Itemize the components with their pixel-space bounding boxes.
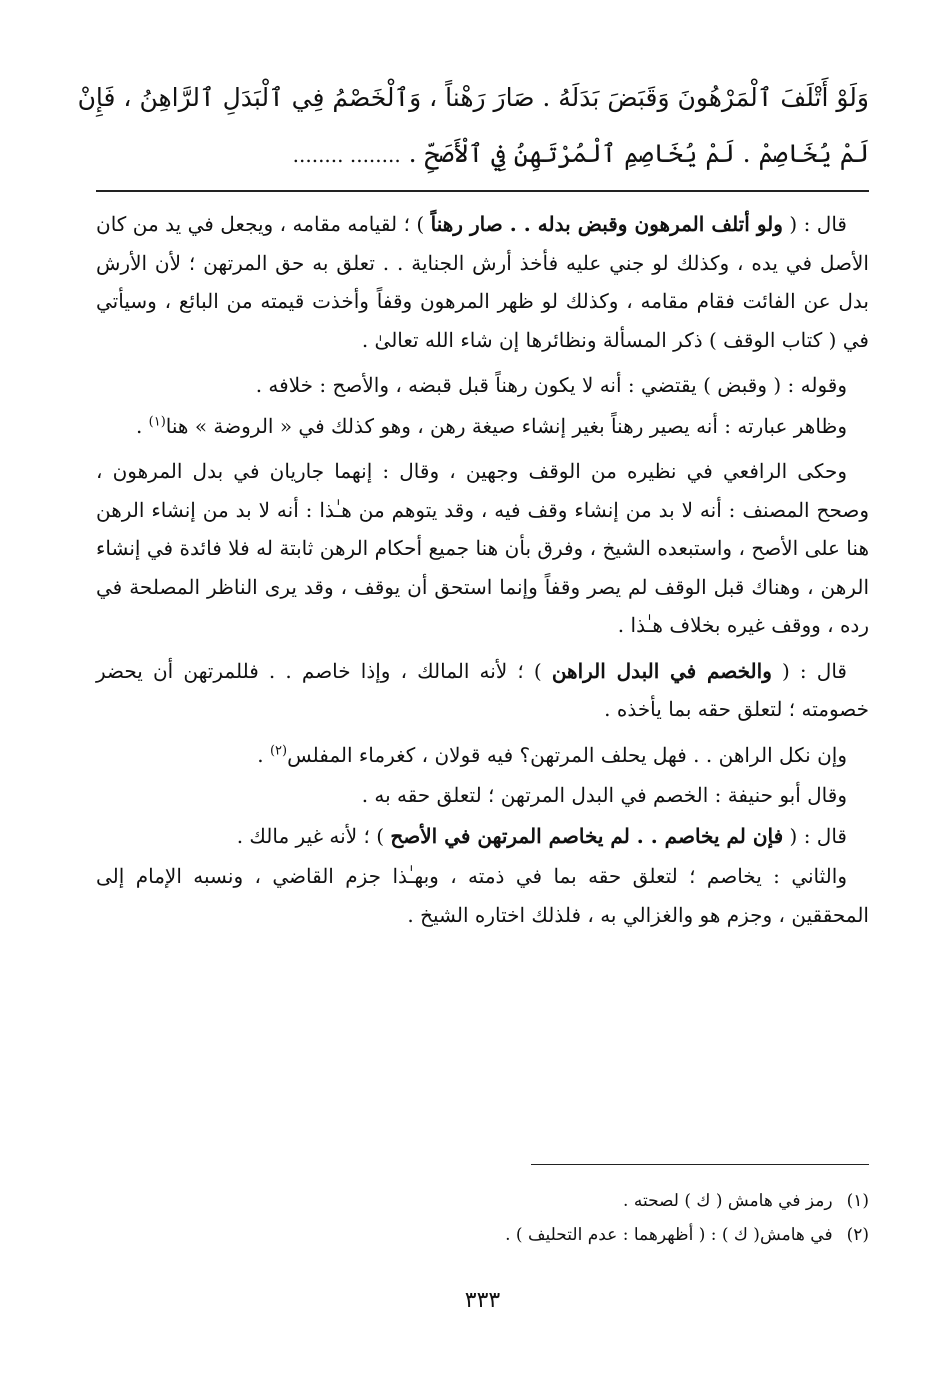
p5-quoted-matn: والخصم في البدل الراهن xyxy=(551,658,772,683)
footnote-1 xyxy=(96,1184,869,1218)
paragraph-9: والثاني : يخاصم ؛ لتعلق حقه بما في ذمته ، وبهـٰذا جزم القاضي ، ونسبه الإمام إلى المحققين ، وجزم هو والغزالي به ، فلذلك اختاره الشيخ . xyxy=(96,864,869,927)
p5-rest: ) ؛ لأنه المالك ، وإذا خاصم . . فللمرتهن أن يحضر خصومته ؛ لتعلق حقه بما يأخذه . xyxy=(96,658,869,721)
paragraph-1 xyxy=(96,205,869,359)
footnotes xyxy=(96,1184,869,1252)
paragraph-3 xyxy=(96,407,869,446)
footnote-1-number: (١) xyxy=(846,1191,869,1211)
paragraph-4: وحكى الرافعي في نظيره من الوقف وجهين ، وقال : إنهما جاريان في بدل المرهون ، وصحح المصنف : أنه لا بد من إنشاء وقف فيه ، وقد يتوهم من هـٰذا : أنه لا بد من إنشاء الرهن هنا على الأصح ، واستبعده الشيخ ، وفرق بأن هنا جميع أحكام الرهن ثابتة له فلا فائدة في إنشاء الرهن ، وهناك قبل الوقف لم يصر وقفاً وإنما استحق أن يوقف ، وقد يرى الناظر المصلحة في رده ، ووقف غيره بخلاف هـٰذا . xyxy=(96,459,869,637)
paragraph-5 xyxy=(96,652,869,729)
footnote-ref-2[interactable]: (٢) xyxy=(269,742,288,758)
paragraph-6 xyxy=(96,736,869,775)
page-number: ٣٣٣ xyxy=(464,1288,501,1313)
footnote-divider xyxy=(531,1164,869,1165)
p1-qal: قال : ( xyxy=(782,212,847,236)
footnote-2-text: في هامش( ك ) : ( أظهرهما : عدم التحليف ) . xyxy=(505,1225,833,1245)
p6-end: . xyxy=(257,742,270,767)
matn-line-1: وَلَوْ أَتْلَفَ ٱلْمَرْهُونَ وَقَبَضَ بَدَلَهُ . صَارَ رَهْناً ، وَٱلْخَصْمُ فِي ٱلْبَدَلِ ٱلرَّاهِنُ ، فَإِنْ xyxy=(77,83,869,112)
footnote-1-text: رمز في هامش ( ك ) لصحته . xyxy=(623,1191,833,1211)
footnote-2 xyxy=(96,1218,869,1252)
p8-quoted-matn: فإن لم يخاصم . . لم يخاصم المرتهن في الأصح xyxy=(390,823,784,848)
paragraph-2: وقوله : ( وقبض ) يقتضي : أنه لا يكون رهناً قبل قبضه ، والأصح : خلافه . xyxy=(255,373,847,397)
paragraph-7: وقال أبو حنيفة : الخصم في البدل المرتهن ؛ لتعلق حقه به . xyxy=(361,783,847,807)
p6-text: وإن نكل الراهن . . فهل يحلف المرتهن؟ فيه قولان ، كغرماء المفلس xyxy=(287,742,847,767)
book-page xyxy=(77,0,869,1379)
matn-line-2 xyxy=(96,126,869,183)
p3-text: وظاهر عبارته : أنه يصير رهناً بغير إنشاء صيغة رهن ، وهو كذلك في « الروضة » هنا xyxy=(165,413,847,438)
p1-quoted-matn: ولو أتلف المرهون وقبض بدله . . صار رهناً xyxy=(430,212,783,236)
matn-dots: ........ ........ xyxy=(292,143,401,167)
p8-qal: قال : ( xyxy=(783,823,847,848)
footnote-ref-1[interactable]: (١) xyxy=(148,413,166,429)
p1-rest: ) ؛ لقيامه مقامه ، ويجعل في يد من كان الأصل في يده ، وكذلك لو جني عليه فأخذ أرش الجناية . . تعلق به حق المرتهن ؛ لأن الأرش بدل عن الفائت فقام مقامه ، وكذلك لو ظهر المرهون وقفاً وأخذت قيمته من البائع ، وسيأتي في ( كتاب الوقف ) ذكر المسألة ونظائرها إن شاء الله تعالىٰ . xyxy=(96,212,869,352)
matn-line-2-text: لَمْ يُخَاصِمْ . لَمْ يُخَاصِمِ ٱلْمُرْتَهِنُ فِي ٱلْأَصَحِّ . xyxy=(408,139,869,168)
matn-divider xyxy=(96,190,869,192)
commentary xyxy=(96,205,869,941)
matn-verse xyxy=(77,70,869,183)
p5-qal: قال : ( xyxy=(771,658,847,683)
p3-end: . xyxy=(135,413,149,438)
paragraph-8 xyxy=(96,817,869,856)
footnote-2-number: (٢) xyxy=(846,1225,869,1245)
p8-rest: ) ؛ لأنه غير مالك . xyxy=(236,823,391,848)
